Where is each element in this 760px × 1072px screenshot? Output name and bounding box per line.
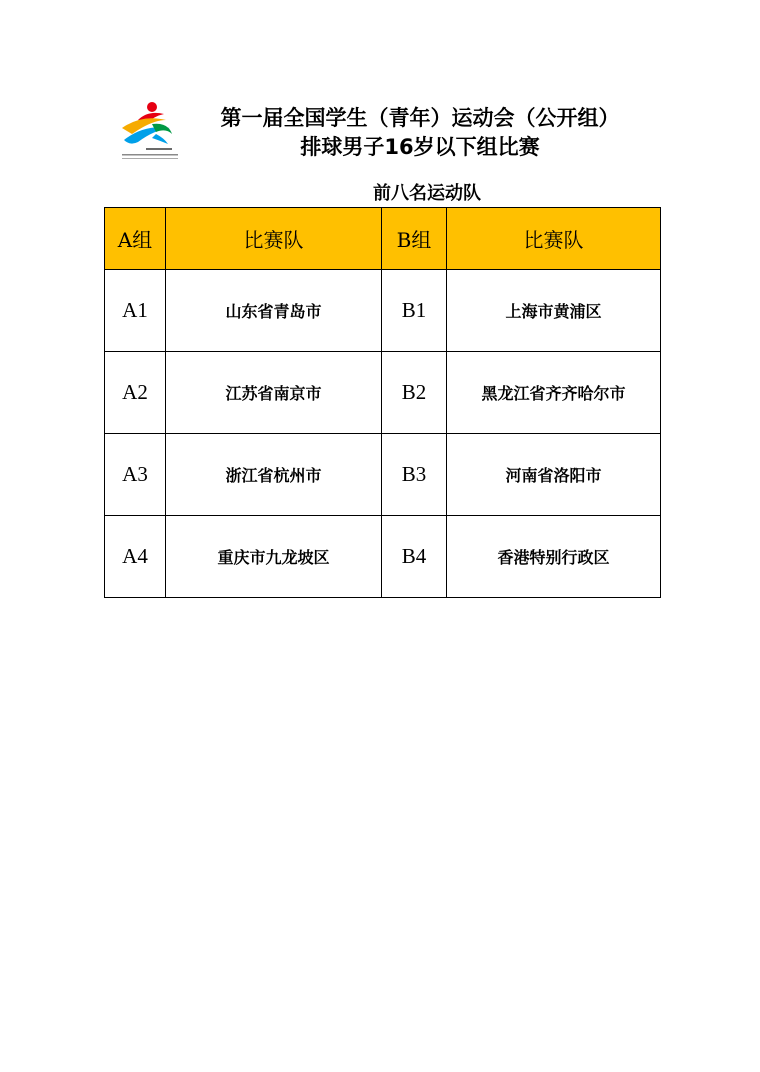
a-team-cell: 山东省青岛市 [166,270,382,352]
column-header-group-b: B组 [382,208,447,270]
b-code-cell: B1 [382,270,447,352]
a-team-cell: 江苏省南京市 [166,352,382,434]
page-subtitle: 排球男子16岁以下组比赛 [300,135,540,159]
a-code-cell: A3 [105,434,166,516]
table-row [105,516,661,598]
b-code-cell: B4 [382,516,447,598]
a-code-cell: A1 [105,270,166,352]
a-code-cell: A4 [105,516,166,598]
column-header-team-a: 比赛队 [166,208,382,270]
b-code-cell: B2 [382,352,447,434]
table-header-row [105,208,661,270]
b-team-cell: 上海市黄浦区 [447,270,661,352]
table-caption: 前八名运动队 [373,183,481,204]
table-row [105,352,661,434]
table-row [105,434,661,516]
b-team-cell: 香港特别行政区 [447,516,661,598]
b-team-cell: 黑龙江省齐齐哈尔市 [447,352,661,434]
a-code-cell: A2 [105,352,166,434]
a-team-cell: 重庆市九龙坡区 [166,516,382,598]
b-code-cell: B3 [382,434,447,516]
table-row [105,270,661,352]
column-header-team-b: 比赛队 [447,208,661,270]
b-team-cell: 河南省洛阳市 [447,434,661,516]
a-team-cell: 浙江省杭州市 [166,434,382,516]
rankings-table [104,207,661,598]
page-title: 第一届全国学生（青年）运动会（公开组） [220,106,620,130]
column-header-group-a: A组 [105,208,166,270]
